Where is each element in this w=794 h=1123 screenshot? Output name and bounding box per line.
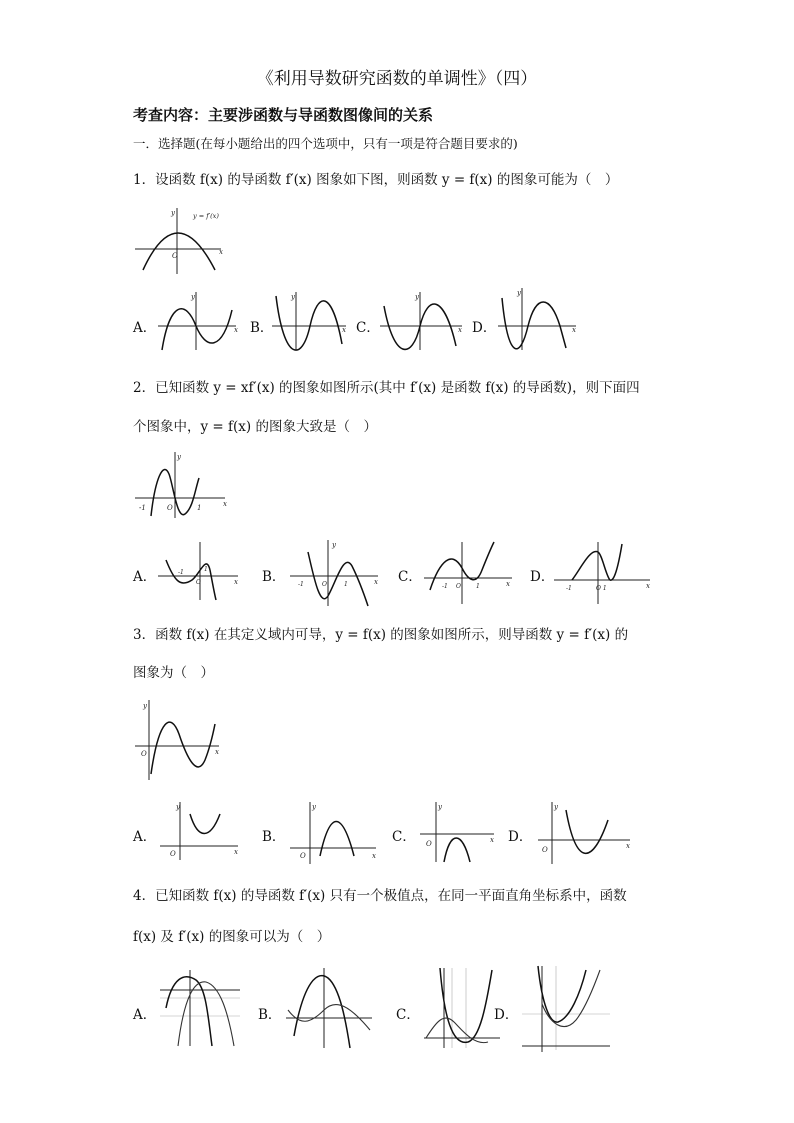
q1-option-c-graph[interactable]	[378, 290, 464, 352]
svg-text:1: 1	[476, 583, 480, 590]
q3-option-a-label[interactable]: A．	[133, 829, 157, 845]
svg-text:-1: -1	[139, 504, 146, 512]
svg-text:O: O	[426, 840, 432, 848]
svg-text:O: O	[170, 850, 176, 858]
svg-text:y: y	[191, 293, 195, 301]
question-1-text: 1．设函数 f(x) 的导函数 f′(x) 图象如下图，则函数 y = f(x) 的图象可能为（ ）	[133, 172, 619, 188]
svg-text:O 1: O 1	[596, 585, 607, 592]
svg-text:x: x	[572, 326, 576, 334]
svg-text:O: O	[300, 852, 306, 860]
curve-label: y = f′(x)	[193, 212, 219, 220]
svg-text:y: y	[332, 541, 336, 549]
svg-text:O: O	[542, 846, 548, 854]
origin-label: O	[172, 252, 178, 260]
question-3-line-2: 图象为（ ）	[133, 665, 214, 681]
q4-option-b-label[interactable]: B．	[258, 1007, 282, 1023]
section-heading: 一．选择题(在每小题给出的四个选项中，只有一项是符合题目要求的)	[133, 136, 518, 151]
svg-text:y: y	[177, 453, 181, 461]
svg-text:y: y	[176, 803, 180, 811]
question-4-line-2: f(x) 及 f′(x) 的图象可以为（ ）	[133, 929, 331, 945]
svg-text:x: x	[458, 326, 462, 334]
q2-option-b-graph[interactable]	[288, 538, 380, 608]
q1-option-d-label[interactable]: D．	[472, 320, 497, 336]
q1-option-a-label[interactable]: A．	[133, 320, 157, 336]
q3-option-a-graph[interactable]	[158, 800, 242, 862]
x-axis-label: x	[219, 248, 223, 256]
svg-text:x: x	[490, 836, 494, 844]
q2-option-c-label[interactable]: C．	[398, 569, 422, 585]
question-3-line-1: 3．函数 f(x) 在其定义域内可导，y = f(x) 的图象如图所示，则导函数 y = f′(x) 的	[133, 627, 629, 643]
q2-main-graph	[133, 450, 233, 520]
svg-text:y: y	[517, 289, 521, 297]
svg-text:x: x	[646, 582, 650, 590]
svg-text:x: x	[234, 326, 238, 334]
svg-text:y: y	[143, 702, 147, 710]
q3-option-c-graph[interactable]	[418, 800, 498, 864]
y-axis-label: y	[171, 209, 175, 217]
svg-text:1: 1	[344, 581, 348, 588]
q1-option-d-graph[interactable]	[496, 286, 578, 352]
question-4-line-1: 4．已知函数 f(x) 的导函数 f′(x) 只有一个极值点，在同一平面直角坐标系中，函数	[133, 888, 627, 904]
q4-option-c-graph[interactable]	[422, 966, 502, 1050]
svg-text:y: y	[415, 293, 419, 301]
svg-text:1: 1	[204, 566, 208, 573]
svg-text:y: y	[291, 293, 295, 301]
derivative-curve	[143, 233, 215, 270]
svg-text:x: x	[372, 852, 376, 860]
svg-text:O: O	[167, 504, 173, 512]
q3-option-b-label[interactable]: B．	[262, 829, 286, 845]
svg-text:x: x	[215, 748, 219, 756]
svg-text:x: x	[374, 578, 378, 586]
svg-text:1: 1	[197, 504, 202, 512]
svg-text:O: O	[141, 750, 147, 758]
q3-option-d-graph[interactable]	[536, 800, 632, 866]
svg-text:x: x	[223, 500, 227, 508]
svg-text:O: O	[456, 583, 461, 590]
q2-option-a-graph[interactable]	[156, 540, 240, 602]
question-2-line-1: 2．已知函数 y = xf′(x) 的图象如图所示(其中 f′(x) 是函数 f(x) 的导函数)，则下面四	[133, 380, 640, 396]
q2-option-c-graph[interactable]	[422, 540, 514, 606]
svg-text:O: O	[322, 581, 327, 588]
svg-text:x: x	[506, 580, 510, 588]
svg-text:-1: -1	[178, 569, 184, 576]
question-2-line-2: 个图象中，y = f(x) 的图象大致是（ ）	[133, 419, 377, 435]
doc-title: 《利用导数研究函数的单调性》（四）	[256, 69, 538, 89]
q4-option-d-label[interactable]: D．	[494, 1007, 519, 1023]
svg-text:y: y	[554, 803, 558, 811]
svg-text:x: x	[234, 578, 238, 586]
svg-text:x: x	[234, 848, 238, 856]
q3-main-graph	[133, 698, 223, 782]
q3-option-d-label[interactable]: D．	[508, 829, 533, 845]
svg-text:y: y	[312, 803, 316, 811]
doc-subtitle: 考查内容：主要涉函数与导函数图像间的关系	[133, 106, 434, 124]
q3-option-b-graph[interactable]	[288, 800, 378, 866]
q4-option-c-label[interactable]: C．	[396, 1007, 420, 1023]
q2-option-a-label[interactable]: A．	[133, 569, 157, 585]
q1-option-a-graph[interactable]	[156, 290, 240, 352]
q3-option-c-label[interactable]: C．	[392, 829, 416, 845]
q1-option-b-graph[interactable]	[270, 290, 348, 352]
svg-text:x: x	[626, 842, 630, 850]
svg-text:-1: -1	[298, 581, 304, 588]
svg-text:y: y	[438, 803, 442, 811]
svg-text:x: x	[342, 326, 346, 334]
svg-text:-1: -1	[442, 583, 448, 590]
q2-option-d-graph[interactable]	[552, 540, 652, 606]
q1-option-c-label[interactable]: C．	[356, 320, 380, 336]
q4-option-a-label[interactable]: A．	[133, 1007, 157, 1023]
q2-option-b-label[interactable]: B．	[262, 569, 286, 585]
q2-option-d-label[interactable]: D．	[530, 569, 555, 585]
q4-option-a-graph[interactable]	[158, 968, 242, 1048]
q4-option-b-graph[interactable]	[284, 966, 374, 1050]
svg-text:-1: -1	[566, 585, 572, 592]
q1-main-graph	[133, 206, 233, 276]
q1-option-b-label[interactable]: B．	[250, 320, 274, 336]
svg-text:O: O	[196, 579, 201, 586]
q4-option-d-graph[interactable]	[520, 964, 612, 1054]
